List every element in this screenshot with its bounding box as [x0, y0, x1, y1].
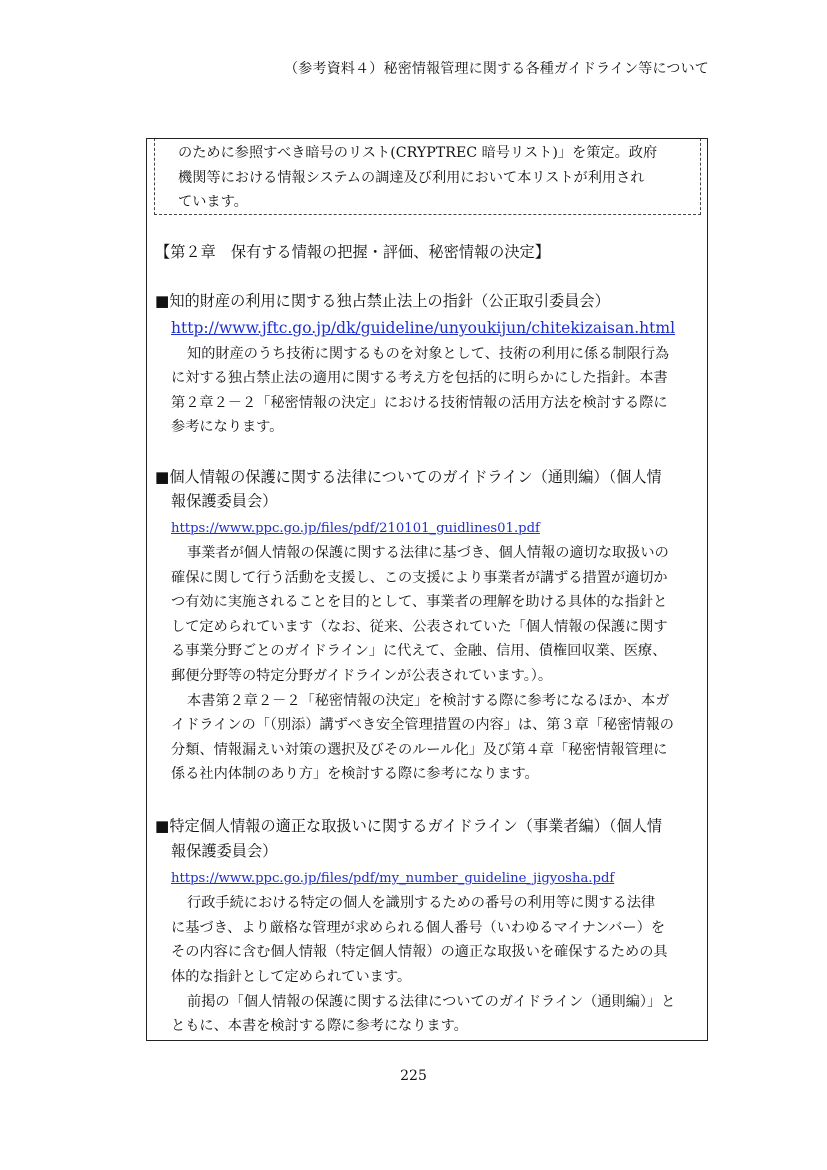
section-body-line: 体的な指針として定められています。 [171, 969, 412, 985]
section-body-line: 係る社内体制のあり方」を検討する際に参考になります。 [171, 766, 539, 782]
section-title: ■個人情報の保護に関する法律についてのガイドライン（通則編）（個人情 [155, 468, 662, 486]
section-body-line: に対する独占禁止法の適用に関する考え方を包括的に明らかにした指針。本書 [171, 370, 668, 386]
section-title: 報保護委員会） [171, 492, 278, 510]
section-body-line: る事業分野ごとのガイドライン」に代えて、金融、信用、債権回収業、医療、 [171, 643, 667, 659]
section-body-line: 知的財産のうち技術に関するものを対象として、技術の利用に係る制限行為 [187, 346, 670, 362]
content-box [146, 138, 708, 1041]
section-body-line: 郵便分野等の特定分野ガイドラインが公表されています。）。 [171, 668, 553, 684]
section-body-line: して定められています（なお、従来、公表されていた「個人情報の保護に関す [171, 619, 668, 635]
section-body-line: その内容に含む個人情報（特定個人情報）の適正な取扱いを確保するための具 [171, 944, 668, 960]
intro-line: 機関等における情報システムの調達及び利用において本リストが利用され [178, 170, 645, 186]
section-body-line: つ有効に実施されることを目的として、事業者の理解を助ける具体的な指針と [171, 594, 668, 610]
guideline-link[interactable]: https://www.ppc.go.jp/files/pdf/210101_guidlines01.pdf [171, 521, 540, 536]
section-body-line: 第２章２－２「秘密情報の決定」における技術情報の活用方法を検討する際に [171, 395, 668, 411]
guideline-link[interactable]: http://www.jftc.go.jp/dk/guideline/unyoukijun/chitekizaisan.html [171, 319, 676, 337]
section-body-line: ともに、本書を検討する際に参考になります。 [171, 1018, 468, 1034]
section-body-line: に基づき、より厳格な管理が求められる個人番号（いわゆるマイナンバー）を [171, 920, 666, 936]
chapter-heading: 【第２章 保有する情報の把握・評価、秘密情報の決定】 [155, 243, 550, 261]
section-title: ■特定個人情報の適正な取扱いに関するガイドライン（事業者編）（個人情 [155, 817, 663, 835]
section-body-line: 前掲の「個人情報の保護に関する法律についてのガイドライン（通則編）」と [187, 994, 676, 1010]
section-body-line: イドラインの「（別添）講ずべき安全管理措置の内容」は、第３章「秘密情報の [171, 717, 674, 733]
intro-line: ています。 [178, 194, 248, 210]
intro-line: のために参照すべき暗号のリスト(CRYPTREC 暗号リスト)」を策定。政府 [178, 145, 658, 161]
page-number: 225 [400, 1068, 427, 1084]
running-header: （参考資料４）秘密情報管理に関する各種ガイドライン等について [284, 61, 709, 77]
section-title: 報保護委員会） [171, 842, 278, 860]
section-title: ■知的財産の利用に関する独占禁止法上の指針（公正取引委員会） [155, 292, 610, 310]
section-body-line: 行政手続における特定の個人を識別するための番号の利用等に関する法律 [187, 895, 656, 911]
section-body-line: 確保に関して行う活動を支援し、この支援により事業者が講ずる措置が適切か [171, 570, 668, 586]
section-body-line: 参考になります。 [171, 419, 284, 435]
guideline-link[interactable]: https://www.ppc.go.jp/files/pdf/my_number_guideline_jigyosha.pdf [171, 871, 615, 886]
section-body-line: 本書第２章２－２「秘密情報の決定」を検討する際に参考になるほか、本ガ [187, 693, 670, 709]
section-body-line: 事業者が個人情報の保護に関する法律に基づき、個人情報の適切な取扱いの [187, 545, 669, 561]
section-body-line: 分類、情報漏えい対策の選択及びそのルール化」及び第４章「秘密情報管理に [171, 742, 668, 758]
